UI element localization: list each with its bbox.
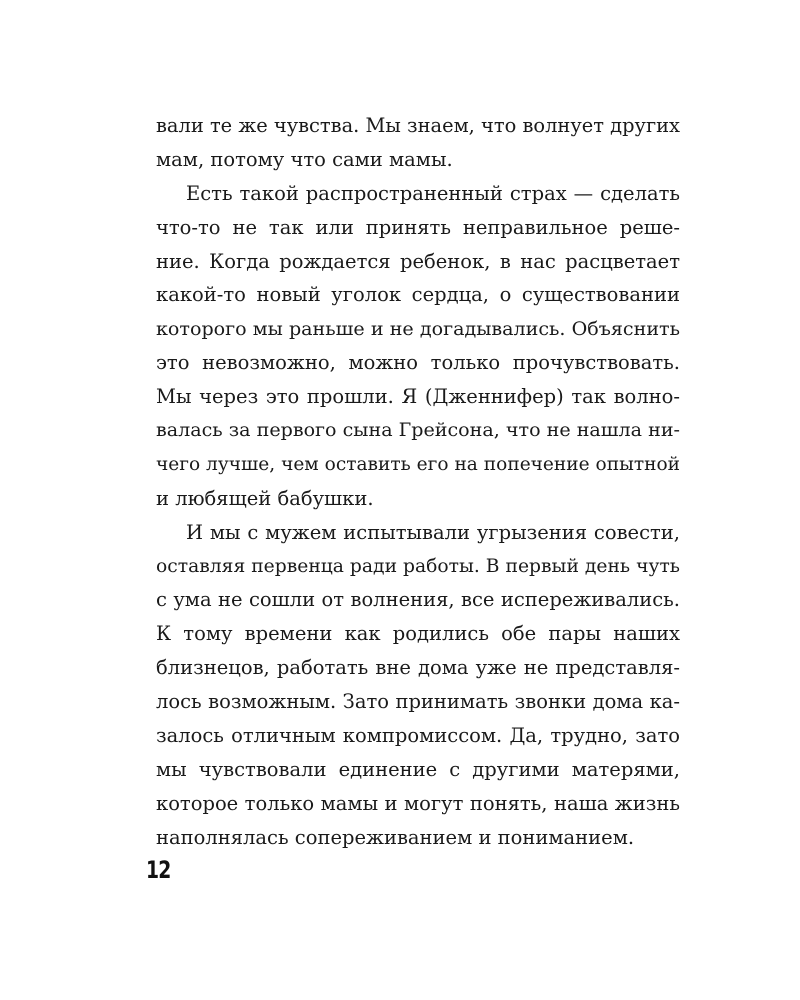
text-line: это невозможно, можно только прочувствовать.: [156, 351, 680, 375]
text-line: и любящей бабушки.: [156, 486, 374, 510]
text-line: близнецов, работать вне дома уже не представля-: [156, 656, 680, 680]
text-line: какой-то новый уголок сердца, о существовании: [156, 283, 680, 307]
text-line: которое только мамы и могут понять, наша жизнь: [156, 791, 680, 815]
text-line: мы чувствовали единение с другими матерями,: [156, 757, 680, 781]
text-line: чего лучше, чем оставить его на попечение опытной: [156, 453, 680, 475]
body-text: [156, 109, 680, 855]
text-line: которого мы раньше и не догадывались. Объяснить: [156, 317, 680, 341]
text-line: К тому времени как родились обе пары наших: [156, 622, 680, 646]
text-line: залось отличным компромиссом. Да, трудно, зато: [156, 724, 680, 748]
text-line: мам, потому что сами мамы.: [156, 147, 453, 171]
text-line: наполнялась сопереживанием и пониманием.: [156, 825, 635, 849]
text-line: И мы с мужем испытывали угрызения совести,: [186, 520, 680, 544]
text-line: лось возможным. Зато принимать звонки дома ка-: [156, 690, 680, 714]
text-line: вали те же чувства. Мы знаем, что волнует других: [156, 114, 680, 137]
text-line: что-то не так или принять неправильное реше-: [156, 215, 680, 239]
text-line: Есть такой распространенный страх — сделать: [186, 181, 680, 205]
text-line: ние. Когда рождается ребенок, в нас расцветает: [156, 249, 680, 273]
text-line: Мы через это прошли. Я (Дженнифер) так волно-: [156, 385, 680, 409]
text-line: оставляя первенца ради работы. В первый день чуть: [156, 555, 680, 577]
text-line: с ума не сошли от волнения, все испереживались.: [156, 588, 680, 612]
page-number: 12: [146, 856, 171, 884]
text-line: валась за первого сына Грейсона, что не нашла ни-: [156, 419, 680, 442]
